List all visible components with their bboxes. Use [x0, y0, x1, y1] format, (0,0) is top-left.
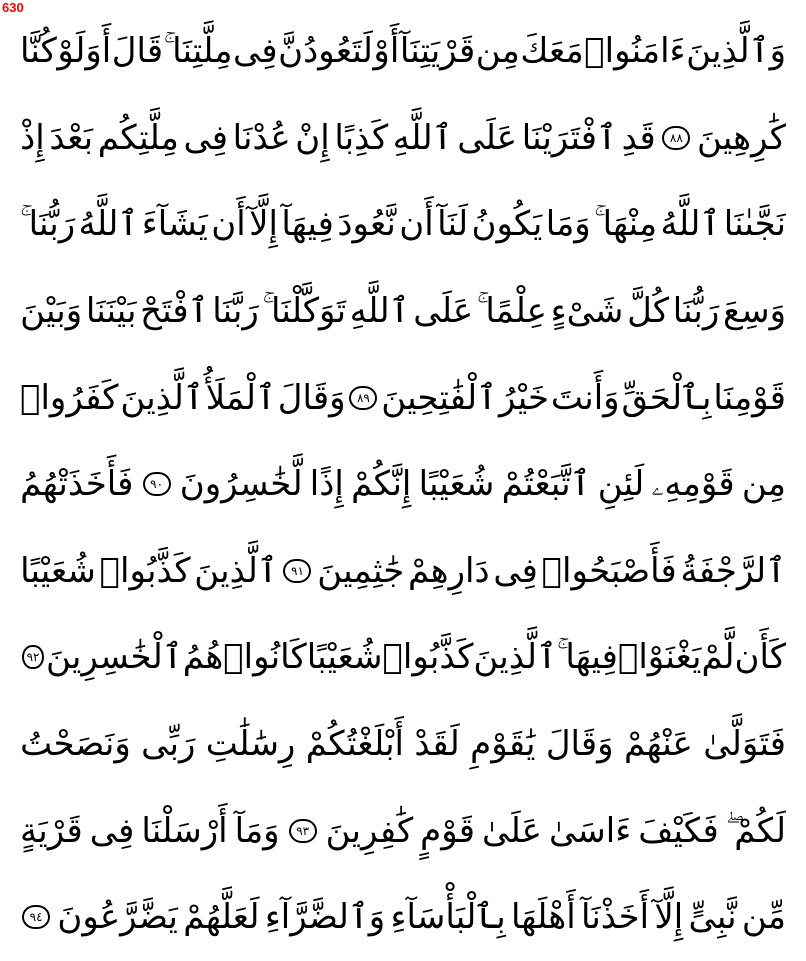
verse-word: بِٱلْحَقِّ — [621, 377, 712, 418]
verse-line — [20, 874, 786, 961]
verse-word: أَن — [399, 204, 434, 245]
verse-word: إِلَّآ — [654, 897, 684, 938]
verse-word: كُنَّا — [20, 31, 57, 72]
verse-word: أَوَلَوْ — [57, 31, 112, 72]
verse-word: كَأَن — [734, 637, 786, 678]
ayah-number-marker: ٩٠ — [143, 472, 171, 496]
verse-word: وَٱلَّذِينَ — [686, 31, 786, 72]
verse-word: وَقَالَ — [545, 724, 614, 765]
verse-word: فِى — [493, 550, 538, 591]
verse-word: وَمَا — [545, 204, 591, 245]
verse-word: وَنَصَحْتُ — [20, 724, 131, 765]
verse-line — [20, 354, 786, 441]
verse-word: كَذِبًا — [334, 117, 389, 158]
verse-word: كَفَرُوا۟ — [20, 377, 119, 418]
verse-word: لَكُمْ ۖ — [725, 810, 786, 851]
verse-word: كَٰرِهِينَ — [696, 117, 786, 158]
ayah-number-marker: ٩٤ — [22, 905, 50, 929]
verse-word: عَنْهُمْ — [623, 724, 693, 765]
verse-word: إِلَّآ — [249, 204, 278, 245]
verse-word: قَوْمٍ — [420, 810, 476, 851]
verse-word: وَبَيْنَ — [20, 291, 83, 332]
verse-word: لَتَعُودُنَّ — [278, 31, 373, 72]
verse-word: بَعْدَ — [49, 117, 94, 158]
verse-word: يَكُونُ — [471, 204, 543, 245]
verse-word: رَبِّى — [141, 724, 196, 765]
verse-word: أَهْلَهَا — [511, 897, 576, 938]
ayah-number-marker: ٩٢ — [22, 645, 44, 669]
verse-word: إِذْ — [20, 117, 45, 158]
verse-word: بِٱلْبَأْسَآءِ — [390, 897, 506, 938]
verse-word: كَٰفِرِينَ — [325, 810, 414, 851]
verse-word: كَذَّبُوا۟ — [99, 550, 191, 591]
verse-word: بَيْنَنَا — [85, 291, 137, 332]
verse-word: يَشَآءَ — [141, 204, 208, 245]
verse-word: أَوْ — [373, 31, 400, 72]
verse-word: إِنَّكُمْ — [351, 464, 412, 505]
ayah-number-marker: ٨٩ — [349, 386, 377, 410]
verse-word: يَضَّرَّعُونَ — [57, 897, 178, 938]
verse-word: ٱلَّذِينَ — [120, 377, 204, 418]
verse-word: أَخَذْنَآ — [580, 897, 650, 938]
verse-word: وَمَآ — [234, 810, 280, 851]
verse-word: ٱلَّذِينَ — [473, 637, 557, 678]
verse-word: قَرْيَةٍ — [20, 810, 83, 851]
verse-word: عَلَى — [457, 117, 518, 158]
verse-word: وَٱلضَّرَّآءِ — [264, 897, 386, 938]
verse-word: عُدْنَا — [232, 117, 291, 158]
verse-word: فِى — [233, 31, 278, 72]
verse-word: رَبَّنَا — [212, 291, 259, 332]
verse-word: قَالَ — [111, 31, 164, 72]
verse-word: ٱفْتَحْ — [140, 291, 209, 332]
verse-word: عِلْمًا ۚ — [476, 291, 547, 332]
verse-line — [20, 441, 786, 528]
verse-word: ٱتَّبَعْتُمْ — [501, 464, 591, 505]
verse-word: خَيْرُ — [498, 377, 549, 418]
ayah-number-marker: ٨٨ — [662, 126, 690, 150]
verse-line — [20, 268, 786, 355]
verse-word: ءَامَنُوا۟ — [584, 31, 686, 72]
verse-word: مِّن — [741, 897, 786, 938]
verse-line — [20, 701, 786, 788]
verse-word: مِنْهَا ۚ — [594, 204, 658, 245]
verse-word: فَأَصْبَحُوا۟ — [541, 550, 677, 591]
verse-word: ٱلَّذِينَ — [194, 550, 278, 591]
verse-word: إِذًا — [309, 464, 344, 505]
verse-word: كَذَّبُوا۟ — [382, 637, 474, 678]
verse-word: فِيهَآ — [281, 204, 334, 245]
verse-word: يَغْنَوْا۟ — [617, 637, 702, 678]
verse-word: لَئِنِ — [597, 464, 645, 505]
verse-word: مِن — [741, 464, 786, 505]
verse-word: لَقَدْ — [414, 724, 460, 765]
ayah-number-marker: ٩١ — [283, 559, 311, 583]
verse-word: فِى — [89, 810, 135, 851]
verse-word: فَتَوَلَّىٰ — [703, 724, 786, 765]
verse-word: وَقَالَ — [277, 377, 346, 418]
verse-word: مِلَّتِنَا ۚ — [163, 31, 233, 72]
verse-word: قَدِ — [621, 117, 656, 158]
verse-word: أَرْسَلْنَا — [141, 810, 228, 851]
verse-word: لَعَلَّهُمْ — [183, 897, 260, 938]
verse-word: ٱلْفَٰتِحِينَ — [381, 377, 498, 418]
verse-word: شُعَيْبًا — [418, 464, 495, 505]
verse-word: إِنْ — [295, 117, 330, 158]
verse-word: ٱللَّهِ — [349, 291, 410, 332]
verse-word: رِسَٰلَٰتِ — [205, 724, 296, 765]
verse-word: جَٰثِمِينَ — [317, 550, 405, 591]
verse-word: كُلَّ — [627, 291, 670, 332]
verse-word: قَوْمِهِۦ — [651, 464, 735, 505]
verse-word: عَلَى — [413, 291, 474, 332]
verse-word: مَعَكَ — [520, 31, 584, 72]
verse-word: نَّبِىٍّ — [688, 897, 737, 938]
verse-word: أَبْلَغْتُكُمْ — [305, 724, 404, 765]
verse-word: فِيهَا ۚ — [556, 637, 618, 678]
verse-word: ٱللَّهُ — [660, 204, 721, 245]
page-number: 630 — [2, 0, 24, 15]
verse-word: مِن — [475, 31, 520, 72]
verse-word: شَىْءٍ — [550, 291, 624, 332]
verse-word: ٱللَّهُ — [78, 204, 139, 245]
verse-word: ٱلْمَلَأُ — [205, 377, 276, 418]
verse-word: عَلَىٰ — [482, 810, 542, 851]
verse-word: نَجَّىٰنَا — [723, 204, 786, 245]
verse-word: لَّخَٰسِرُونَ — [179, 464, 303, 505]
verse-word: شُعَيْبًا — [20, 550, 96, 591]
verse-word: رَبُّنَا — [672, 291, 720, 332]
verse-line — [20, 95, 786, 182]
verse-word: وَسِعَ — [722, 291, 786, 332]
verse-word: يَٰقَوْمِ — [470, 724, 536, 765]
verse-word: ٱللَّهِ — [392, 117, 453, 158]
verse-line — [20, 8, 786, 95]
verse-line — [20, 614, 786, 701]
verse-word: فَكَيْفَ — [638, 810, 719, 851]
verse-word: فِى — [183, 117, 229, 158]
verse-word: مِلَّتِكُم — [97, 117, 179, 158]
verse-word: لَّمْ — [701, 637, 735, 678]
verse-word: قَوْمِنَا — [713, 377, 786, 418]
verse-word: نَّعُودَ — [337, 204, 396, 245]
verse-word: أَن — [211, 204, 246, 245]
verse-word: شُعَيْبًا — [306, 637, 383, 678]
verse-word: دَارِهِمْ — [408, 550, 490, 591]
verse-word: ٱفْتَرَيْنَا — [521, 117, 617, 158]
verse-line — [20, 787, 786, 874]
verse-word: ٱلرَّجْفَةُ — [680, 550, 786, 591]
ayah-number-marker: ٩٣ — [289, 819, 317, 843]
verse-word: قَرْيَتِنَآ — [399, 31, 476, 72]
verse-word: رَبُّنَا ۚ — [20, 204, 76, 245]
verse-word: هُمُ — [182, 637, 224, 678]
verse-line — [20, 528, 786, 615]
verse-word: تَوَكَّلْنَا ۚ — [262, 291, 347, 332]
verse-line — [20, 181, 786, 268]
verse-word: وَأَنتَ — [550, 377, 620, 418]
verse-word: ٱلْخَٰسِرِينَ — [46, 637, 183, 678]
verse-word: ءَاسَىٰ — [548, 810, 632, 851]
verse-word: فَأَخَذَتْهُمُ — [20, 464, 134, 505]
verse-word: لَنَآ — [437, 204, 469, 245]
verse-word: كَانُوا۟ — [223, 637, 307, 678]
quran-text-body — [20, 8, 786, 961]
